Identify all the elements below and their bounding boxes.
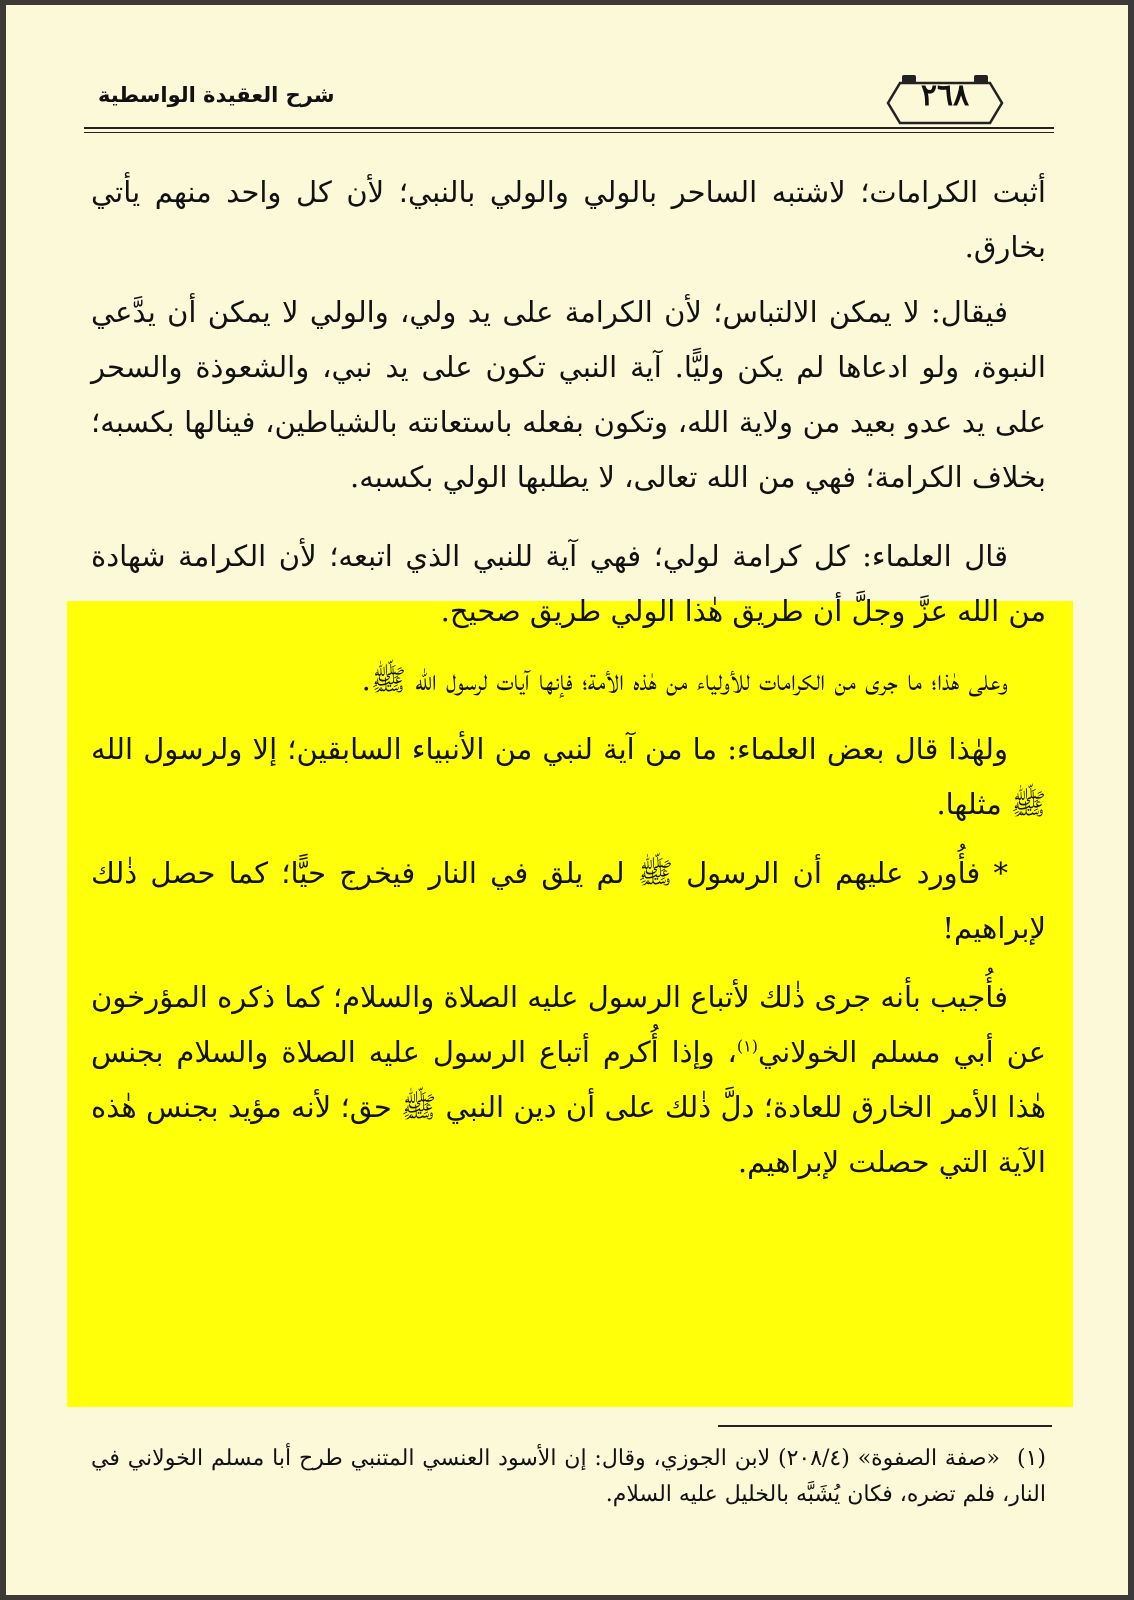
footnote (91, 1441, 1046, 1513)
paragraph-6-text: فأُورد عليهم أن الرسول ﷺ لم يلق في النار فيخرج حيًّا؛ كما حصل ذٰلك لإبراهيم! (91, 856, 1046, 945)
paragraph-3: قال العلماء: كل كرامة لولي؛ فهي آية للنبي الذي اتبعه؛ لأن الكرامة شهادة من الله عزَّ وجلَّ أن طريق هٰذا الولي طريق صحيح. (91, 539, 1046, 628)
header-rule (84, 127, 1054, 129)
main-text (91, 165, 1046, 1190)
paragraph-1: أثبت الكرامات؛ لاشتبه الساحر بالولي والولي بالنبي؛ لأن كل واحد منهم يأتي بخارق. (91, 175, 1046, 264)
paragraph-7-part-b: ، وإذا أُكرم أتباع الرسول عليه الصلاة والسلام بجنس هٰذا الأمر الخارق للعادة؛ دلَّ ذٰلك على أن دين النبي ﷺ حق؛ لأنه مؤيد بجنس هٰذه الآية التي حصلت لإبراهيم. (91, 1035, 1046, 1179)
header-rule-thin (84, 132, 1054, 133)
paragraph-7 (91, 970, 1046, 1190)
footnote-reference: (١) (736, 1036, 758, 1056)
footnote-text: «صفة الصفوة» (٢٠٨/٤) لابن الجوزي، وقال: إن الأسود العنسي المتنبي طرح أبا مسلم الخولاني في النار، فلم تضره، فكان يُشَبَّه بالخليل عليه السلام. (91, 1446, 1046, 1507)
paragraph-2: فيقال: لا يمكن الالتباس؛ لأن الكرامة على يد ولي، والولي لا يمكن أن يدَّعي النبوة، ولو ادعاها لم يكن وليًّا. آية النبي تكون على يد نبي، والشعوذة والسحر على يد عدو بعيد من ولاية الله، وتكون بفعله باستعانته بالشياطين، فينالها بكسبه؛ بخلاف الكرامة؛ فهي من الله تعالى، لا يطلبها الولي بكسبه. (91, 295, 1046, 494)
paragraph-6 (91, 846, 1046, 956)
paragraph-4: وعلى هٰذا؛ ما جرى من الكرامات للأولياء من هٰذه الأمة؛ فإنها آيات لرسول الله ﷺ. (361, 663, 1008, 697)
paragraph-5: ولهٰذا قال بعض العلماء: ما من آية لنبي من الأنبياء السابقين؛ إلا ولرسول الله ﷺ مثلها. (91, 732, 1046, 821)
paragraph-7-part-a: فأُجيب بأنه جرى ذٰلك لأتباع الرسول عليه الصلاة والسلام؛ كما ذكره المؤرخون عن أبي مسلم الخولاني (91, 980, 1046, 1069)
book-title: شرح العقيدة الواسطية (98, 83, 335, 107)
page-number-frame (886, 73, 1004, 119)
footnote-marker: (١) (1016, 1446, 1046, 1471)
asterisk-icon: * (993, 856, 1008, 890)
page-header (84, 65, 1054, 135)
book-page (6, 5, 1128, 1595)
page-number: ٢٦٨ (920, 78, 970, 113)
footnote-separator (718, 1425, 1052, 1427)
